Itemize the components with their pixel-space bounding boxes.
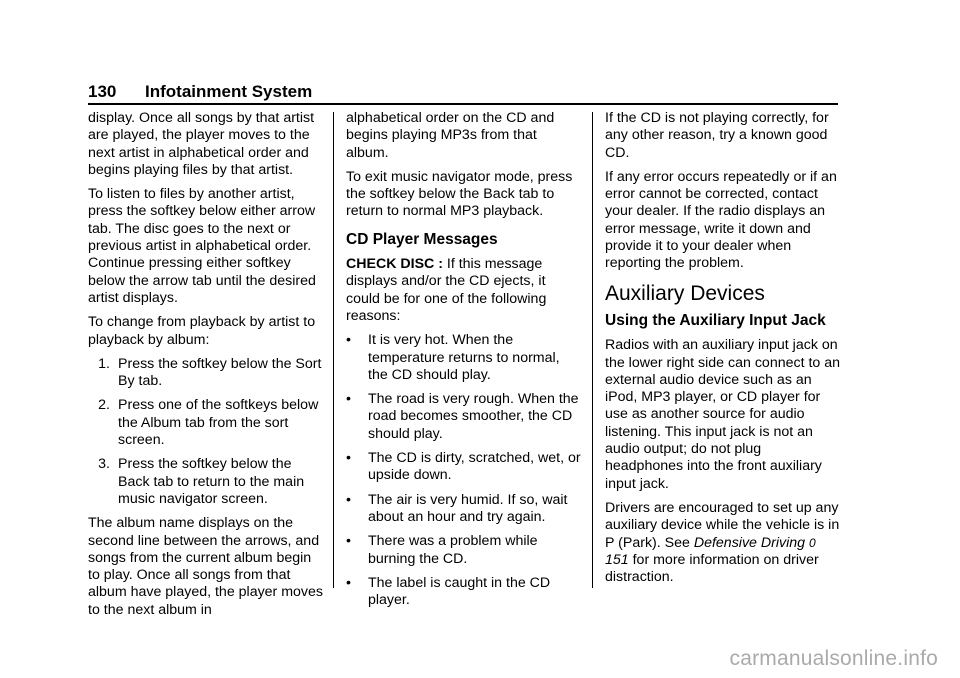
page-number: 130 bbox=[88, 82, 117, 101]
column-2 bbox=[346, 110, 582, 616]
step-number: 2. bbox=[98, 397, 110, 414]
column-divider-1 bbox=[333, 112, 334, 588]
bullet-text: The CD is dirty, scratched, wet, or upside down. bbox=[368, 450, 581, 484]
bullet-item bbox=[346, 391, 582, 443]
cross-reference-title: Defensive Driving bbox=[693, 534, 806, 551]
step-item bbox=[88, 397, 324, 449]
subsection-heading: CD Player Messages bbox=[346, 230, 498, 248]
paragraph: To exit music navigator mode, press the softkey below the Back tab to return to normal MP3 playback. bbox=[346, 168, 573, 220]
bullet-icon: • bbox=[346, 491, 351, 508]
step-text: Press one of the softkeys below the Album tab from the sort screen. bbox=[118, 397, 319, 449]
bullet-text: The road is very rough. When the road becomes smoother, the CD should play. bbox=[368, 391, 579, 442]
bullet-item bbox=[346, 332, 582, 384]
watermark: carmanualsonline.info bbox=[729, 647, 938, 670]
column-1 bbox=[88, 110, 324, 626]
bullet-icon: • bbox=[346, 574, 351, 591]
step-item bbox=[88, 356, 324, 391]
page-reference-arrow-icon: 0 bbox=[808, 535, 816, 550]
bullet-icon: • bbox=[346, 533, 351, 550]
paragraph: alphabetical order on the CD and begins playing MP3s from that album. bbox=[346, 110, 555, 161]
step-text: Press the softkey below the Sort By tab. bbox=[118, 355, 322, 390]
bullet-text: There was a problem while burning the CD. bbox=[368, 533, 538, 567]
paragraph: To listen to files by another artist, press the softkey below either arrow tab. The disc goes to the next or previous artist in alphabetical order. Continue pressing either softkey below the arrow tab until the desired artist displays. bbox=[88, 186, 316, 306]
bullet-text: The label is caught in the CD player. bbox=[368, 574, 551, 609]
step-number: 1. bbox=[98, 355, 110, 372]
bullet-list bbox=[346, 332, 582, 609]
column-3 bbox=[605, 110, 841, 593]
page-header bbox=[88, 82, 838, 104]
bullet-item bbox=[346, 450, 582, 485]
bullet-icon: • bbox=[346, 391, 351, 408]
paragraph: display. Once all songs by that artist are played, the player moves to the next artist in alphabetical order and begins playing files by that artist. bbox=[88, 110, 315, 178]
paragraph: If the CD is not playing correctly, for any other reason, try a known good CD. bbox=[605, 110, 829, 161]
message-description: If this message displays and/or the CD ejects, it could be for one of the following reasons: bbox=[346, 256, 547, 324]
step-list bbox=[88, 356, 324, 508]
bullet-icon: • bbox=[346, 450, 351, 467]
paragraph: The album name displays on the second line between the arrows, and songs from the current album begin to play. Once all songs from that album have played, the player moves to the next album in bbox=[88, 515, 324, 618]
paragraph: To change from playback by artist to playback by album: bbox=[88, 314, 316, 348]
bullet-text: It is very hot. When the temperature returns to normal, the CD should play. bbox=[368, 332, 560, 383]
bullet-item bbox=[346, 575, 582, 610]
paragraph bbox=[605, 500, 841, 586]
page-title: Infotainment System bbox=[145, 82, 313, 101]
step-item bbox=[88, 456, 324, 508]
bullet-item bbox=[346, 492, 582, 527]
paragraph bbox=[346, 256, 582, 325]
message-label: CHECK DISC : bbox=[346, 256, 443, 273]
header-rule bbox=[88, 103, 838, 105]
bullet-item bbox=[346, 533, 582, 568]
bullet-text: The air is very humid. If so, wait about an hour and try again. bbox=[368, 491, 568, 525]
subsection-heading: Using the Auxiliary Input Jack bbox=[605, 311, 826, 329]
section-heading: Auxiliary Devices bbox=[605, 281, 765, 305]
paragraph-text: for more information on driver distraction. bbox=[605, 551, 819, 586]
step-text: Press the softkey below the Back tab to return to the main music navigator screen. bbox=[118, 456, 305, 507]
column-divider-2 bbox=[592, 112, 593, 588]
paragraph: Radios with an auxiliary input jack on the lower right side can connect to an external audio device such as an iPod, MP3 player, or CD player for use as another source for audio listening. This input jack is not an audio output; do not plug headphones into the front auxiliary input jack. bbox=[605, 337, 841, 492]
step-number: 3. bbox=[98, 456, 110, 473]
paragraph: If any error occurs repeatedly or if an error cannot be corrected, contact your dealer. If the radio displays an error message, write it down and provide it to your dealer when reporting the problem. bbox=[605, 168, 837, 272]
bullet-icon: • bbox=[346, 332, 351, 349]
paragraph-text: Drivers are encouraged to set up any auxiliary device while the vehicle is in P (Park). See bbox=[605, 499, 840, 551]
cross-reference-page: 151 bbox=[605, 551, 629, 568]
